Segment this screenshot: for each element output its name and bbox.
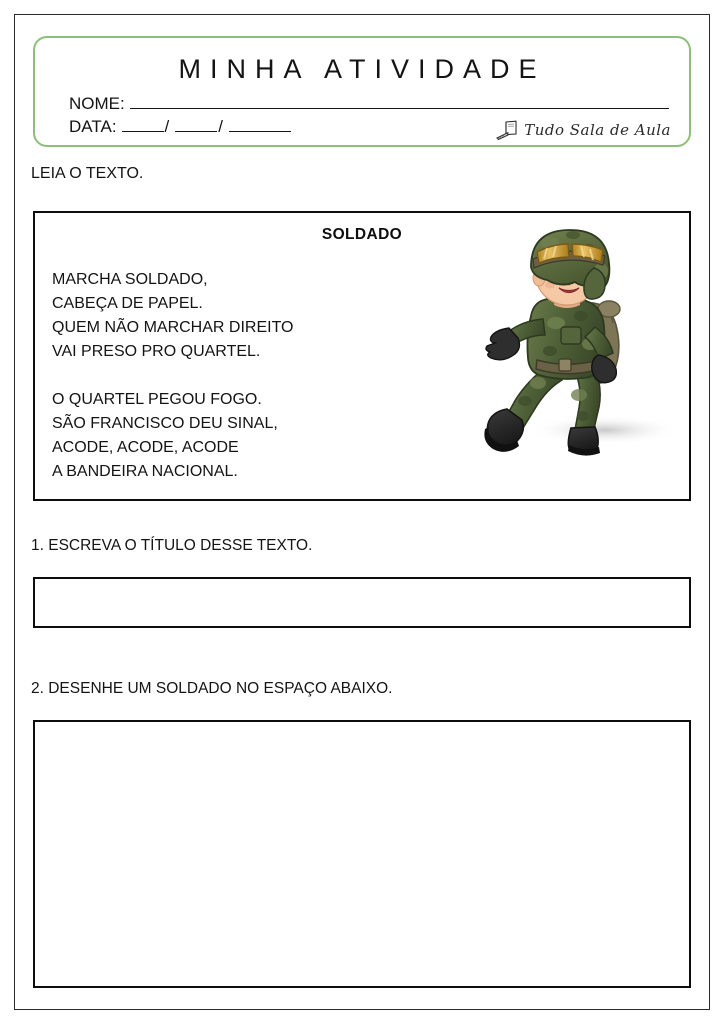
question-2-text: 2. DESENHE UM SOLDADO NO ESPAÇO ABAIXO. bbox=[31, 680, 393, 697]
poem-line: CABEÇA DE PAPEL. bbox=[52, 295, 203, 312]
name-input-rule[interactable] bbox=[130, 95, 669, 109]
poem-line: ACODE, ACODE, ACODE bbox=[52, 439, 239, 456]
poem-line: A BANDEIRA NACIONAL. bbox=[52, 463, 238, 480]
poem-line: QUEM NÃO MARCHAR DIREITO bbox=[52, 319, 294, 336]
date-day-rule[interactable] bbox=[122, 118, 164, 132]
question-1-text: 1. ESCREVA O TÍTULO DESSE TEXTO. bbox=[31, 537, 313, 554]
poem-stanza bbox=[52, 388, 294, 484]
poem-title: SOLDADO bbox=[321, 226, 403, 243]
brand-logo bbox=[495, 119, 671, 141]
header-card bbox=[33, 36, 691, 147]
page-title: MINHA ATIVIDADE bbox=[178, 54, 546, 84]
soldier-illustration bbox=[455, 223, 683, 463]
date-separator-2: / bbox=[218, 117, 224, 136]
date-separator-1: / bbox=[164, 117, 170, 136]
poem-line: O QUARTEL PEGOU FOGO. bbox=[52, 391, 262, 408]
date-month-rule[interactable] bbox=[175, 118, 217, 132]
poem-stanza bbox=[52, 268, 294, 364]
reading-text-box bbox=[33, 211, 691, 501]
poem-line: MARCHA SOLDADO, bbox=[52, 271, 208, 288]
date-field-row[interactable] bbox=[69, 117, 291, 137]
open-book-icon bbox=[495, 119, 521, 141]
read-instruction: LEIA O TEXTO. bbox=[31, 165, 144, 182]
poem-body bbox=[52, 268, 294, 484]
answer-box-question-1[interactable] bbox=[33, 577, 691, 628]
date-label: DATA: bbox=[69, 117, 117, 136]
drawing-box-question-2[interactable] bbox=[33, 720, 691, 988]
name-label: NOME: bbox=[69, 94, 125, 113]
poem-line: VAI PRESO PRO QUARTEL. bbox=[52, 343, 261, 360]
poem-line: SÃO FRANCISCO DEU SINAL, bbox=[52, 415, 278, 432]
brand-name: Tudo Sala de Aula bbox=[524, 121, 671, 139]
date-year-rule[interactable] bbox=[229, 118, 291, 132]
name-field-row[interactable] bbox=[69, 94, 669, 114]
